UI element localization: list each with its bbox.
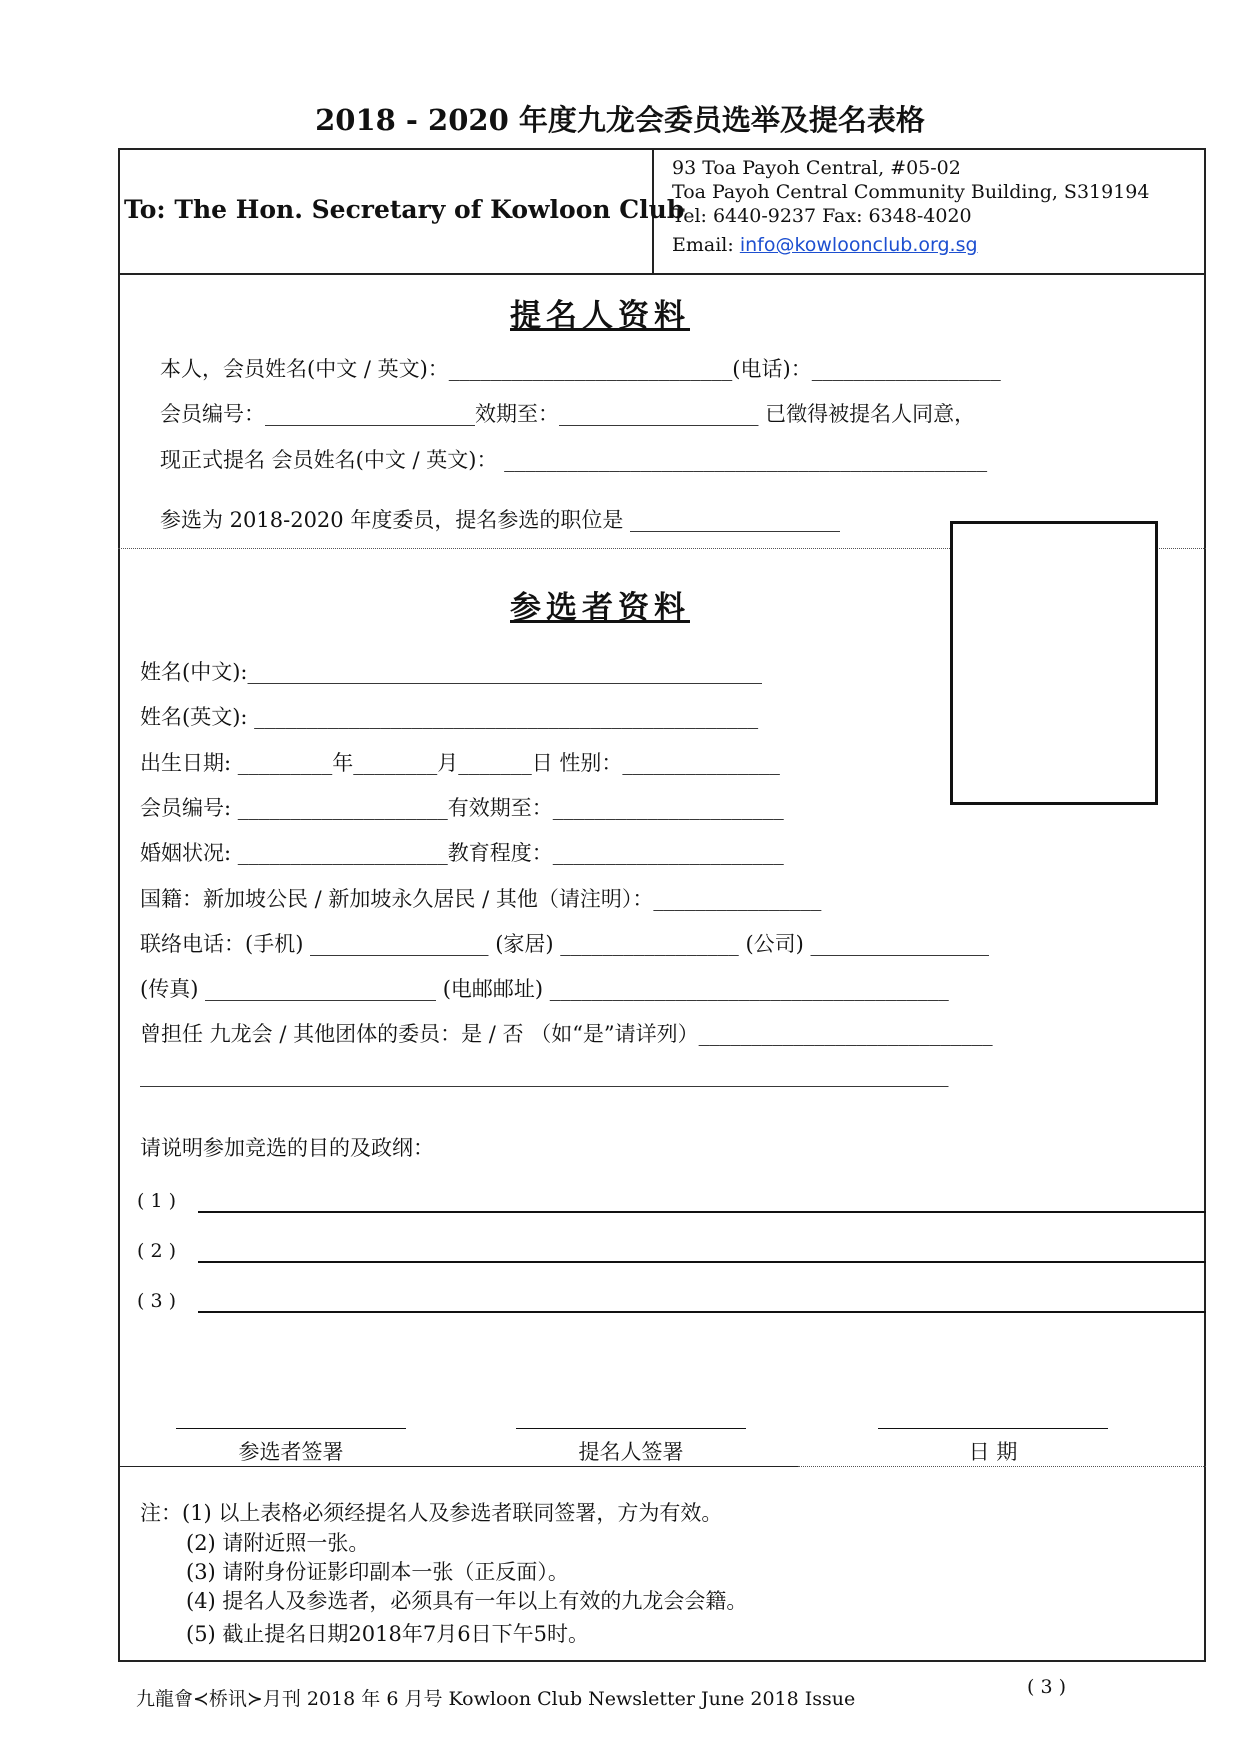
note-3: (3) 请附身份证影印副本一张（正反面）。 — [186, 1560, 569, 1584]
candidate-member-no: 会员编号: ____________________有效期至：______________________ — [140, 796, 784, 820]
email-line — [672, 234, 978, 256]
candidate-committee-history: 曾担任 九龙会 / 其他团体的委员：是 / 否 （如“是”请详列）____________________________ — [140, 1022, 993, 1046]
candidate-name-en: 姓名(英文): ________________________________________________ — [140, 705, 759, 729]
nominator-line-4: 参选为 2018-2020 年度委员，提名参选的职位是 ____________________ — [160, 508, 841, 532]
footer-newsletter: 九龍會≺桥讯≻月刊 2018 年 6 月号 Kowloon Club Newsletter June 2018 Issue — [136, 1688, 856, 1710]
address-line-2: Toa Payoh Central Community Building, S319194 — [672, 181, 1150, 203]
nominator-line-3: 现正式提名 会员姓名(中文 / 英文)： ______________________________________________ — [160, 448, 988, 472]
form-title: 2018 - 2020 年度九龙会委员选举及提名表格 — [315, 103, 925, 137]
candidate-phone: 联络电话：(手机) _________________ (家居) _________________ (公司) _________________ — [140, 932, 990, 956]
candidate-committee-extra-line: _____________________________________________________________________________ — [140, 1063, 949, 1087]
purpose-item-3-label: ( 3 ) — [137, 1290, 176, 1312]
tel-fax-line: Tel: 6440-9237 Fax: 6348-4020 — [672, 205, 972, 227]
note-4: (4) 提名人及参选者，必须具有一年以上有效的九龙会会籍。 — [186, 1589, 748, 1613]
notes-divider-solid — [118, 1466, 798, 1467]
email-label: Email: — [672, 234, 740, 256]
candidate-fax-email: (传真) ______________________ (电邮邮址) ______________________________________ — [140, 977, 949, 1001]
note-2: (2) 请附近照一张。 — [186, 1531, 370, 1555]
candidate-heading: 参选者资料 — [510, 590, 690, 626]
purpose-item-1-line[interactable] — [198, 1211, 1206, 1213]
nominator-line-1: 本人，会员姓名(中文 / 英文)：___________________________(电话)：__________________ — [160, 357, 1001, 381]
note-5: (5) 截止提名日期2018年7月6日下午5时。 — [186, 1622, 589, 1646]
candidate-name-cn: 姓名(中文):_________________________________________________ — [140, 660, 762, 684]
nominator-signature-label: 提名人签署 — [578, 1440, 684, 1464]
date-signature-line[interactable] — [878, 1428, 1108, 1429]
nominator-heading: 提名人资料 — [510, 298, 690, 334]
nominator-line-2: 会员编号：____________________效期至：___________________ 已徵得被提名人同意， — [160, 402, 976, 426]
recipient-line: To: The Hon. Secretary of Kowloon Club — [124, 195, 685, 224]
purpose-item-2-line[interactable] — [198, 1261, 1206, 1263]
candidate-signature-line[interactable] — [176, 1428, 406, 1429]
candidate-nationality: 国籍：新加坡公民 / 新加坡永久居民 / 其他（请注明）：________________ — [140, 887, 822, 911]
address-line-1: 93 Toa Payoh Central, #05-02 — [672, 157, 961, 179]
header-divider-bottom — [118, 273, 1206, 275]
date-signature-label: 日 期 — [968, 1440, 1018, 1464]
email-link[interactable]: info@kowloonclub.org.sg — [739, 234, 978, 256]
nominator-signature-line[interactable] — [516, 1428, 746, 1429]
notes-divider-dotted — [798, 1466, 1206, 1467]
candidate-marital-education: 婚姻状况: ____________________教育程度：______________________ — [140, 841, 784, 865]
purpose-item-2-label: ( 2 ) — [137, 1240, 176, 1262]
photo-box[interactable] — [950, 521, 1158, 805]
purpose-item-3-line[interactable] — [198, 1311, 1206, 1313]
candidate-signature-label: 参选者签署 — [238, 1440, 344, 1464]
page-number: ( 3 ) — [1027, 1676, 1066, 1698]
purpose-label: 请说明参加竞选的目的及政纲： — [140, 1136, 434, 1160]
candidate-birthdate-gender: 出生日期: _________年________月_______日 性别：_______________ — [140, 751, 780, 775]
purpose-item-1-label: ( 1 ) — [137, 1190, 176, 1212]
note-1: 注：(1) 以上表格必须经提名人及参选者联同签署，方为有效。 — [140, 1501, 723, 1525]
